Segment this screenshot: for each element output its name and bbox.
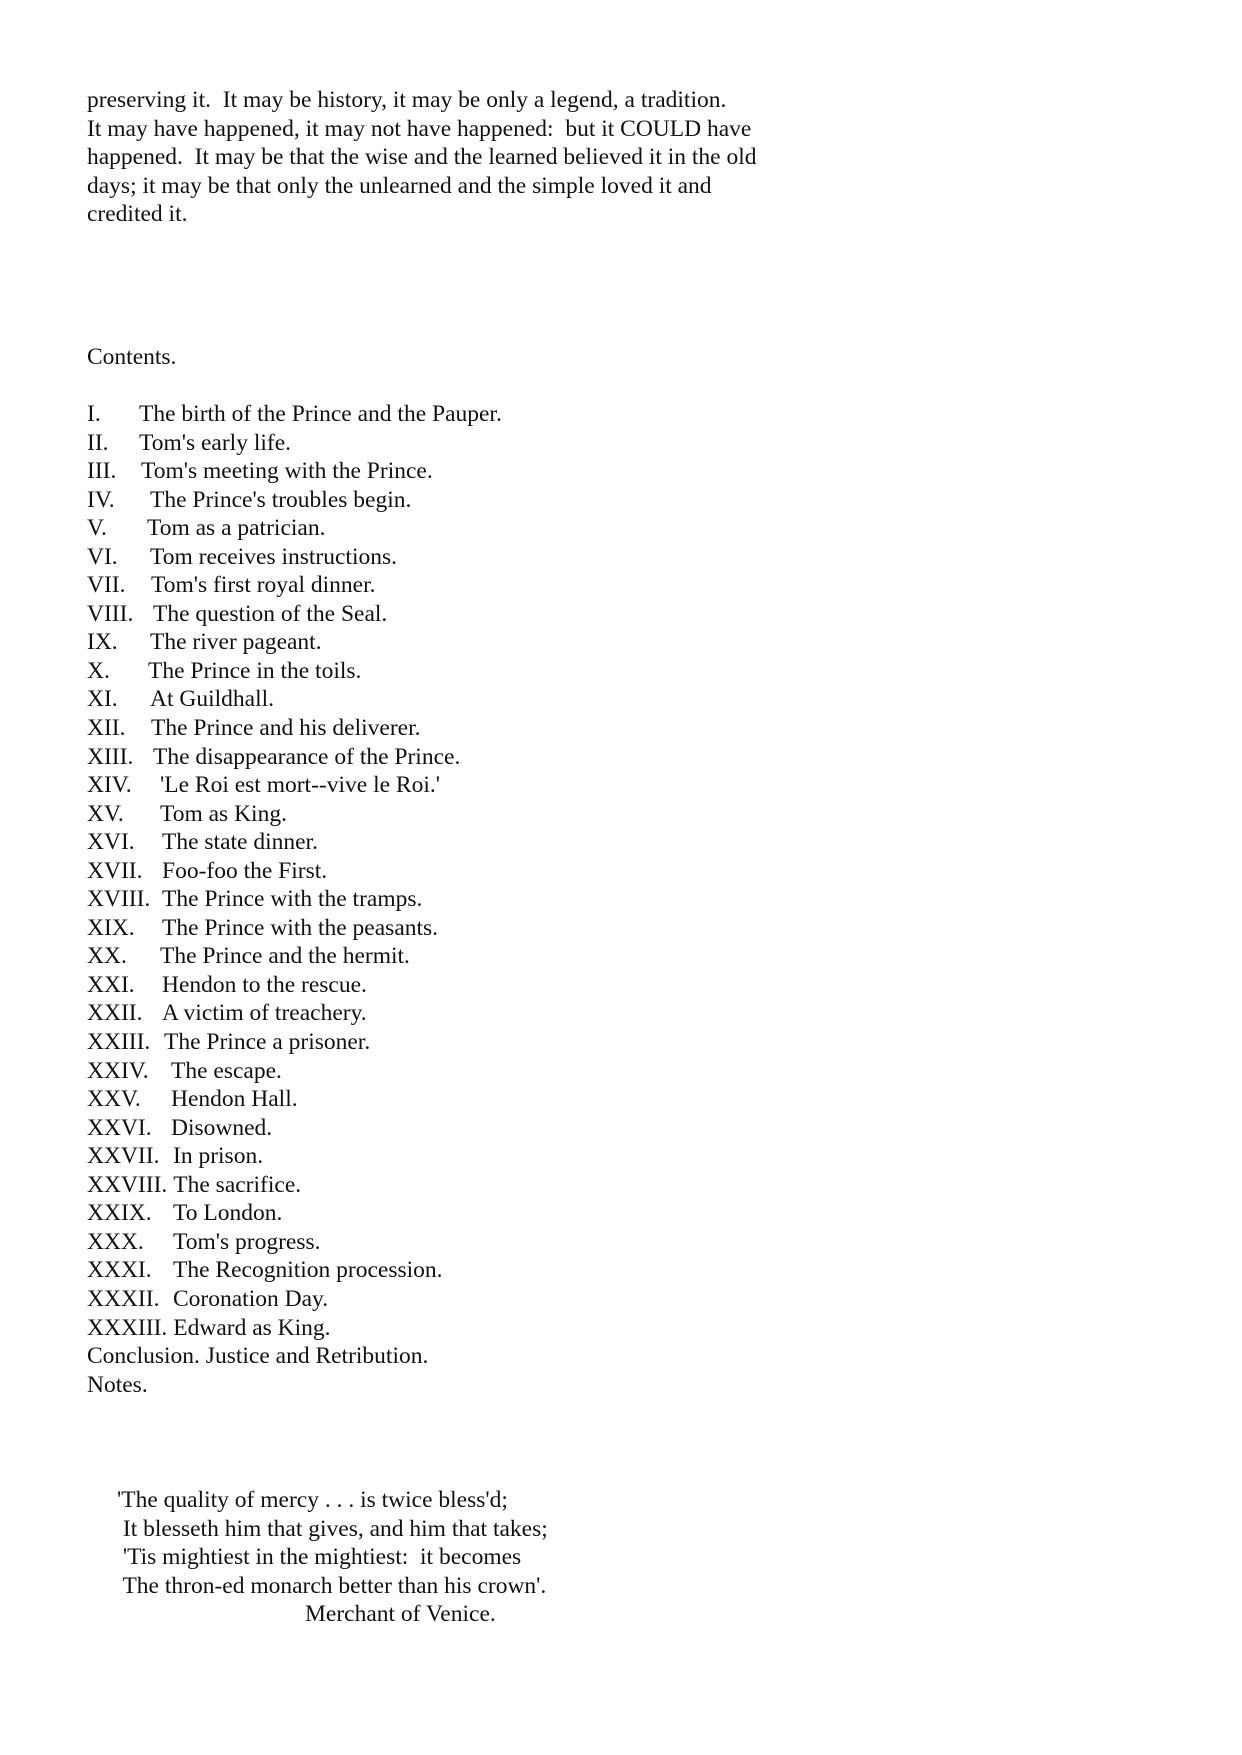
table-of-contents [87,400,502,1399]
toc-item: IV. The Prince's troubles begin. [87,486,412,513]
chapter-title: The Prince and the hermit. [160,943,410,970]
chapter-numeral: XXXIII. [87,1314,168,1341]
toc-item: XXXI. The Recognition procession. [87,1257,443,1284]
toc-item: V. Tom as a patrician. [87,515,326,542]
toc-item: XXIV. The escape. [87,1057,282,1084]
chapter-title: 'Le Roi est mort--vive le Roi.' [160,772,440,799]
toc-item: XIX. The Prince with the peasants. [87,914,439,941]
chapter-title: Disowned. [171,1114,273,1141]
toc-notes: Notes. [87,1371,148,1398]
toc-item: XXVII. In prison. [87,1143,264,1170]
toc-item: XVII. Foo-foo the First. [87,857,328,884]
toc-item: III. Tom's meeting with the Prince. [87,458,433,485]
toc-item: XX. The Prince and the hermit. [87,943,410,970]
chapter-title: The Prince with the tramps. [162,886,423,913]
intro-line: happened. It may be that the wise and the learned believed it in the old [87,144,757,171]
chapter-title: Tom as a patrician. [147,515,326,542]
chapter-title: To London. [173,1200,283,1227]
toc-item: IX. The river pageant. [87,629,322,656]
intro-paragraph [87,86,757,229]
chapter-title: Hendon Hall. [171,1086,298,1113]
toc-item: XXI. Hendon to the rescue. [87,971,367,998]
contents-heading: Contents. [87,344,177,370]
epigraph-line: 'Tis mightiest in the mightiest: it becomes [117,1544,522,1571]
epigraph [117,1486,548,1629]
toc-item: VI. Tom receives instructions. [87,543,398,570]
chapter-title: The river pageant. [150,629,322,656]
chapter-title: Coronation Day. [173,1285,329,1312]
toc-item: I. The birth of the Prince and the Pauper. [87,401,502,427]
toc-item [87,1171,428,1200]
chapter-title: The question of the Seal. [153,600,388,627]
toc-item: XVI. The state dinner. [87,829,318,856]
intro-line: days; it may be that only the unlearned and the simple loved it and [87,172,712,199]
toc-item: XXIII. The Prince a prisoner. [87,1029,371,1056]
chapter-title: The disappearance of the Prince. [153,743,461,770]
toc-item: XIV. 'Le Roi est mort--vive le Roi.' [87,772,440,799]
toc-item: VII. Tom's first royal dinner. [87,572,376,599]
toc-item [87,1314,428,1343]
toc-item: XI. At Guildhall. [87,686,275,713]
chapter-title: Tom's first royal dinner. [151,572,376,599]
toc-item: XXVI. Disowned. [87,1114,273,1141]
chapter-title: Tom as King. [160,800,287,827]
toc-item: XXXII. Coronation Day. [87,1285,329,1312]
toc-item: XIII. The disappearance of the Prince. [87,743,461,770]
intro-line: preserving it. It may be history, it may be only a legend, a tradition. [87,87,727,113]
chapter-title: In prison. [173,1143,264,1170]
chapter-title: The birth of the Prince and the Pauper. [139,401,502,427]
chapter-title: The Recognition procession. [173,1257,443,1284]
toc-item: XXIX. To London. [87,1200,283,1227]
chapter-title: At Guildhall. [150,686,275,713]
epigraph-line: The thron-ed monarch better than his crown'. [117,1572,547,1599]
epigraph-attribution: Merchant of Venice. [305,1601,496,1628]
chapter-title: Tom's meeting with the Prince. [141,458,433,485]
chapter-numeral: XXVIII. [87,1171,168,1198]
toc-item: X. The Prince in the toils. [87,657,362,684]
toc-item: II. Tom's early life. [87,429,292,456]
chapter-title: The Prince with the peasants. [162,914,439,941]
toc-item: XXX. Tom's progress. [87,1228,321,1255]
chapter-title: Tom's early life. [139,429,292,456]
chapter-title: The escape. [171,1057,282,1084]
chapter-title: A victim of treachery. [162,1000,367,1027]
toc-item: XVIII. The Prince with the tramps. [87,886,423,913]
chapter-title: The Prince a prisoner. [164,1029,371,1056]
toc-conclusion: Conclusion. Justice and Retribution. [87,1343,429,1370]
toc-item: VIII. The question of the Seal. [87,600,388,627]
chapter-title: Foo-foo the First. [162,857,328,884]
chapter-title: The sacrifice. [173,1171,302,1198]
toc-item: XXV. Hendon Hall. [87,1086,298,1113]
intro-line: It may have happened, it may not have happened: but it COULD have [87,115,752,142]
chapter-title: The Prince's troubles begin. [150,486,412,513]
chapter-title: Tom receives instructions. [150,543,398,570]
toc-item: XV. Tom as King. [87,800,287,827]
epigraph-line: It blesseth him that gives, and him that takes; [117,1515,548,1542]
toc-item: XXII. A victim of treachery. [87,1000,367,1027]
chapter-title: The state dinner. [162,829,318,856]
chapter-title: The Prince and his deliverer. [151,715,421,742]
epigraph-line: 'The quality of mercy . . . is twice bless'd; [117,1487,508,1513]
intro-line: credited it. [87,201,188,228]
chapter-title: Tom's progress. [173,1228,321,1255]
chapter-title: The Prince in the toils. [148,657,362,684]
toc-item: XII. The Prince and his deliverer. [87,715,421,742]
chapter-title: Hendon to the rescue. [162,971,367,998]
chapter-title: Edward as King. [173,1314,331,1341]
